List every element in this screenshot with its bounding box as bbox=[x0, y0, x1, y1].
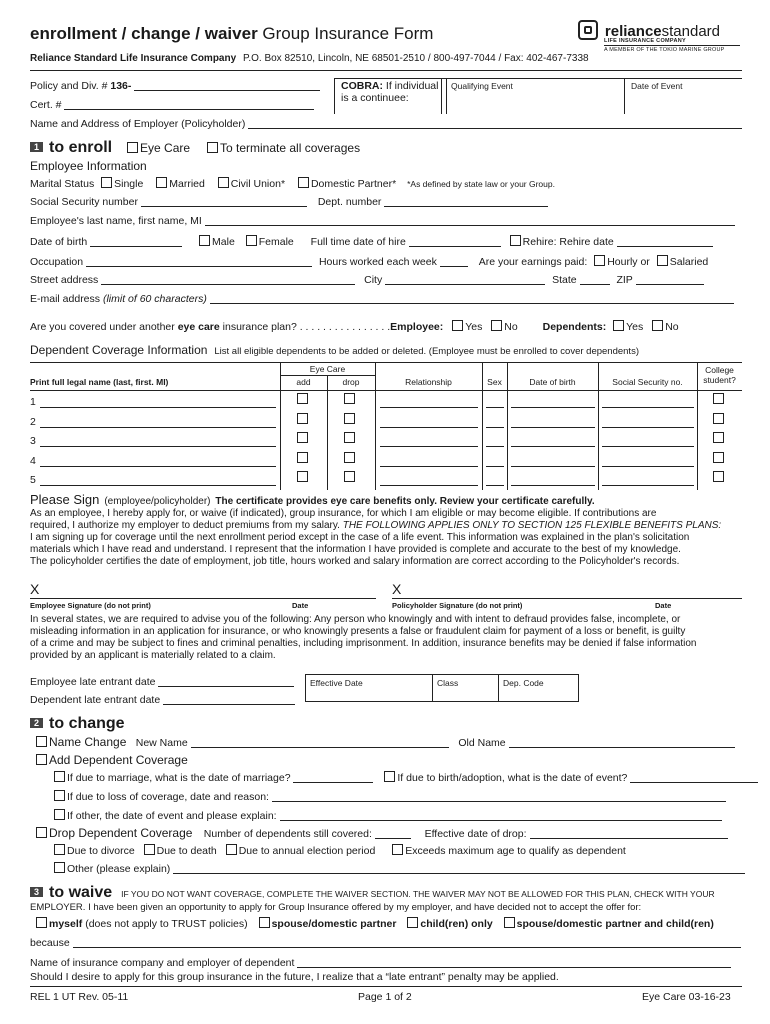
dependent-dob-field[interactable] bbox=[511, 427, 595, 428]
hourly-checkbox[interactable] bbox=[594, 255, 605, 266]
email-note: (limit of 60 characters) bbox=[102, 293, 207, 305]
drop-dep-checkbox[interactable] bbox=[36, 827, 47, 838]
other-explain-label: Other (please explain) bbox=[67, 863, 171, 875]
loss-row bbox=[54, 790, 726, 803]
male-label: Male bbox=[212, 236, 235, 248]
employee-yes-label: Yes bbox=[465, 321, 483, 333]
footer-form-id: REL 1 UT Rev. 05-11 bbox=[30, 991, 129, 1003]
domestic-partner-label: Domestic Partner* bbox=[310, 178, 397, 190]
policy-label: Policy and Div. # bbox=[30, 80, 108, 92]
other-explain-checkbox[interactable] bbox=[54, 862, 65, 873]
rehire-checkbox[interactable] bbox=[510, 235, 521, 246]
change-heading bbox=[30, 715, 125, 733]
col-college-line2: student? bbox=[703, 375, 736, 385]
dependent-ssn-field[interactable] bbox=[602, 485, 694, 486]
policyholder-signature-label: Policyholder Signature (do not print) bbox=[392, 601, 523, 610]
other-coverage-row bbox=[30, 320, 679, 333]
ssn-field[interactable] bbox=[141, 196, 307, 207]
add-dep-checkbox[interactable] bbox=[36, 754, 47, 765]
dependent-ssn-field[interactable] bbox=[602, 427, 694, 428]
fraud-line-2: misleading information in an application for insurance, or who knowingly presents a false or fraudulent claim for payment of a loss or benefit, is guilty bbox=[30, 626, 686, 637]
fraud-paragraph bbox=[30, 614, 742, 662]
loss-field[interactable] bbox=[272, 791, 726, 802]
other-explain-row bbox=[54, 862, 745, 875]
sign-bold-text: The certificate provides eye care benefits only. Review your certificate carefully. bbox=[215, 496, 595, 507]
dependent-drop-checkbox[interactable] bbox=[344, 432, 355, 443]
company-name: Reliance Standard Life Insurance Company bbox=[30, 53, 237, 64]
dependent-name-field[interactable] bbox=[40, 407, 276, 408]
waive-text-2: EMPLOYER. I have been given an opportunity to apply for Group Insurance offered by my employer, and have decided not to accept the offer for: bbox=[30, 902, 642, 913]
waive-spouse-children-checkbox[interactable] bbox=[504, 917, 515, 928]
change-title: to change bbox=[49, 715, 125, 732]
policyholder-signature-line[interactable] bbox=[392, 598, 742, 599]
waive-myself-label: myself bbox=[49, 918, 83, 930]
male-checkbox[interactable] bbox=[199, 235, 210, 246]
sign-title: Please Sign bbox=[30, 492, 100, 507]
class-label: Class bbox=[437, 678, 459, 688]
late-entrant-note: Should I desire to apply for this group insurance in the future, I realize that a “late entrant” penalty may be applied. bbox=[30, 971, 559, 983]
dependent-drop-checkbox[interactable] bbox=[344, 452, 355, 463]
dependents-yes-label: Yes bbox=[626, 321, 644, 333]
dependents-yes-checkbox[interactable] bbox=[613, 320, 624, 331]
employee-name-label: Employee's last name, first name, MI bbox=[30, 215, 202, 227]
form-title-rest: Group Insurance Form bbox=[262, 24, 434, 43]
dep-code-label: Dep. Code bbox=[503, 678, 544, 688]
col-dob-header: Date of birth bbox=[529, 377, 576, 387]
date-of-event-box[interactable] bbox=[624, 78, 742, 114]
dependent-add-checkbox[interactable] bbox=[297, 471, 308, 482]
dependent-college-checkbox[interactable] bbox=[713, 432, 724, 443]
dependent-row-number: 2 bbox=[30, 415, 36, 428]
company-line bbox=[30, 53, 589, 64]
zip-label: ZIP bbox=[616, 274, 633, 286]
col-add-header: add bbox=[296, 377, 311, 387]
form-title bbox=[30, 24, 433, 44]
dependent-dob-field[interactable] bbox=[511, 446, 595, 447]
col-college-header bbox=[697, 365, 742, 385]
logo-mark-icon bbox=[578, 20, 598, 40]
sign-line-3: I am signing up for coverage until the next enrollment period except in the case of a life event. This information was explained in the plan's solicitation bbox=[30, 532, 690, 543]
other-ins-label: Name of insurance company and employer of dependent bbox=[30, 957, 295, 969]
emp-late-field[interactable] bbox=[158, 676, 294, 687]
terminate-label: To terminate all coverages bbox=[220, 141, 361, 155]
sign-line-4: materials which I have read and understand. I represent that the information I have provided is complete and accurate to the best of my knowledge. bbox=[30, 544, 681, 555]
qualifying-event-box[interactable] bbox=[446, 78, 620, 114]
new-name-label: New Name bbox=[135, 737, 188, 749]
logo-text-light: standard bbox=[661, 23, 721, 40]
waive-myself-checkbox[interactable] bbox=[36, 917, 47, 928]
death-checkbox[interactable] bbox=[144, 844, 155, 855]
married-checkbox[interactable] bbox=[156, 177, 167, 188]
zip-field[interactable] bbox=[636, 274, 704, 285]
civil-union-checkbox[interactable] bbox=[218, 177, 229, 188]
employer-field[interactable] bbox=[248, 118, 742, 129]
dob-field[interactable] bbox=[90, 236, 182, 247]
dep-late-row bbox=[30, 694, 295, 706]
dependent-sex-field[interactable] bbox=[486, 485, 504, 486]
occupation-label: Occupation bbox=[30, 256, 84, 268]
qualifying-event-label: Qualifying Event bbox=[451, 81, 513, 91]
full-time-label: Full time date of hire bbox=[310, 236, 406, 248]
company-address: P.O. Box 82510, Lincoln, NE 68501-2510 / 800-497-7044 / Fax: 402-467-7338 bbox=[242, 53, 589, 64]
marital-status-label: Marital Status bbox=[30, 178, 95, 190]
hours-label: Hours worked each week bbox=[318, 256, 437, 268]
sign-who: (employee/policyholder) bbox=[104, 496, 211, 507]
dependent-college-checkbox[interactable] bbox=[713, 393, 724, 404]
dependent-dob-field[interactable] bbox=[511, 407, 595, 408]
name-change-row bbox=[36, 735, 735, 749]
waive-spouse-label: spouse/domestic partner bbox=[271, 918, 397, 930]
eye-care-label: Eye Care bbox=[140, 141, 191, 155]
dependent-college-checkbox[interactable] bbox=[713, 413, 724, 424]
sign-heading bbox=[30, 492, 595, 507]
waive-children-checkbox[interactable] bbox=[407, 917, 418, 928]
policy-field[interactable] bbox=[134, 80, 320, 91]
rehire-field[interactable] bbox=[617, 236, 713, 247]
single-checkbox[interactable] bbox=[101, 177, 112, 188]
waive-title: to waive bbox=[49, 884, 113, 901]
divorce-label: Due to divorce bbox=[67, 845, 135, 857]
dependent-row-number: 3 bbox=[30, 435, 36, 447]
waive-children-label: child(ren) only bbox=[420, 918, 493, 930]
occupation-row bbox=[30, 255, 708, 268]
address-row bbox=[30, 274, 704, 286]
because-label: because bbox=[30, 937, 70, 949]
add-dep-label: Add Dependent Coverage bbox=[49, 753, 188, 767]
dob-row bbox=[30, 235, 713, 248]
annual-label: Due to annual election period bbox=[238, 845, 376, 857]
dependent-drop-checkbox[interactable] bbox=[344, 471, 355, 482]
emp-late-label: Employee late entrant date bbox=[30, 676, 156, 688]
marriage-field[interactable] bbox=[293, 772, 373, 783]
exceeds-checkbox[interactable] bbox=[392, 844, 403, 855]
dependent-sex-field[interactable] bbox=[486, 427, 504, 428]
employee-yes-checkbox[interactable] bbox=[452, 320, 463, 331]
hours-field[interactable] bbox=[440, 256, 468, 267]
dependent-dob-field[interactable] bbox=[511, 466, 595, 467]
sign-line-2a: required, I authorize my employer to deduct premiums from my salary. bbox=[30, 520, 340, 531]
sign-paragraph bbox=[30, 508, 742, 568]
cert-label: Cert. # bbox=[30, 99, 62, 111]
exceeds-label: Exceeds maximum age to qualify as dependent bbox=[405, 845, 626, 857]
waive-spouse-checkbox[interactable] bbox=[259, 917, 270, 928]
salaried-label: Salaried bbox=[669, 256, 709, 268]
fraud-line-3: of a crime and may be subject to fines and criminal penalties, including imprisonment. In addition, insurance benefits may be denied if false information bbox=[30, 638, 697, 649]
dependent-dob-field[interactable] bbox=[511, 485, 595, 486]
dependent-coverage-title: Dependent Coverage Information bbox=[30, 343, 208, 357]
eye-care-checkbox[interactable] bbox=[127, 142, 138, 153]
fraud-line-1: In several states, we are required to advise you of the following: Any person who knowingly and with intent to defraud provides false, incomplete, or bbox=[30, 614, 681, 625]
cobra-text2: is a continuee: bbox=[341, 92, 409, 104]
employee-no-label: No bbox=[504, 321, 518, 333]
death-label: Due to death bbox=[156, 845, 217, 857]
num-deps-label: Number of dependents still covered: bbox=[203, 828, 372, 840]
dependent-row-number: 5 bbox=[30, 474, 36, 486]
eff-drop-label: Effective date of drop: bbox=[424, 828, 527, 840]
dependents-no-label: No bbox=[665, 321, 679, 333]
dependent-drop-checkbox[interactable] bbox=[344, 413, 355, 424]
employee-signature-label: Employee Signature (do not print) bbox=[30, 601, 151, 610]
logo-sub2: A MEMBER OF THE TOKIO MARINE GROUP bbox=[604, 47, 725, 53]
dept-label: Dept. number bbox=[317, 196, 382, 208]
employer-label: Name and Address of Employer (Policyholder) bbox=[30, 118, 246, 130]
logo-text-bold: reliance bbox=[604, 23, 662, 40]
dependent-college-checkbox[interactable] bbox=[713, 452, 724, 463]
rehire-label: Rehire: Rehire date bbox=[522, 236, 614, 248]
cobra-label: COBRA: bbox=[341, 80, 383, 92]
domestic-partner-checkbox[interactable] bbox=[298, 177, 309, 188]
divorce-checkbox[interactable] bbox=[54, 844, 65, 855]
employee-date-label: Date bbox=[292, 601, 309, 610]
because-field[interactable] bbox=[73, 937, 741, 948]
eff-drop-field[interactable] bbox=[530, 828, 728, 839]
col-eye-header: Eye Care bbox=[309, 364, 346, 374]
dependent-coverage-heading bbox=[30, 343, 639, 357]
ssn-row bbox=[30, 196, 548, 208]
name-row bbox=[30, 215, 735, 227]
other-label: If other, the date of event and please explain: bbox=[67, 810, 277, 822]
civil-union-label: Civil Union* bbox=[230, 178, 286, 190]
terminate-checkbox[interactable] bbox=[207, 142, 218, 153]
footer-version: Eye Care 03-16-23 bbox=[642, 991, 731, 1003]
other-ins-row bbox=[30, 957, 731, 969]
date-of-event-label: Date of Event bbox=[631, 81, 683, 91]
dependent-relationship-field[interactable] bbox=[380, 427, 478, 428]
state-label: State bbox=[552, 274, 577, 286]
dependent-relationship-field[interactable] bbox=[380, 466, 478, 467]
emp-late-row bbox=[30, 676, 294, 688]
dependent-college-checkbox[interactable] bbox=[713, 471, 724, 482]
employer-row bbox=[30, 118, 742, 130]
dependent-name-field[interactable] bbox=[40, 446, 276, 447]
change-num: 2 bbox=[30, 718, 43, 728]
dependent-relationship-field[interactable] bbox=[380, 407, 478, 408]
employee-info-heading: Employee Information bbox=[30, 159, 147, 173]
name-change-label: Name Change bbox=[49, 735, 127, 749]
full-time-field[interactable] bbox=[409, 236, 501, 247]
old-name-field[interactable] bbox=[509, 737, 735, 748]
hourly-label: Hourly or bbox=[607, 256, 650, 268]
num-deps-field[interactable] bbox=[375, 828, 411, 839]
cobra-box bbox=[334, 78, 442, 114]
marriage-checkbox[interactable] bbox=[54, 771, 65, 782]
dep-code-box[interactable] bbox=[499, 674, 579, 702]
dependent-add-checkbox[interactable] bbox=[297, 393, 308, 404]
dependent-add-checkbox[interactable] bbox=[297, 413, 308, 424]
dependent-relationship-field[interactable] bbox=[380, 446, 478, 447]
dependent-ssn-field[interactable] bbox=[602, 446, 694, 447]
dep-late-field[interactable] bbox=[163, 694, 295, 705]
add-dep-row bbox=[36, 753, 188, 767]
employee-no-checkbox[interactable] bbox=[491, 320, 502, 331]
waive-spouse-children-label: spouse/domestic partner and child(ren) bbox=[516, 918, 714, 930]
dependents-coverage-label: Dependents: bbox=[542, 321, 607, 333]
waive-options-row bbox=[36, 917, 714, 930]
col-relationship-header: Relationship bbox=[405, 377, 452, 387]
footer-page-number: Page 1 of 2 bbox=[358, 991, 412, 1003]
sign-line-2b: THE FOLLOWING APPLIES ONLY TO SECTION 125 FLEXIBLE BENEFITS PLANS: bbox=[342, 520, 722, 531]
dependent-name-field[interactable] bbox=[40, 466, 276, 467]
loss-label: If due to loss of coverage, date and reason: bbox=[67, 791, 269, 803]
email-field[interactable] bbox=[210, 293, 734, 304]
policyholder-x: X bbox=[392, 581, 402, 597]
dependent-add-checkbox[interactable] bbox=[297, 452, 308, 463]
covered-q-pre: Are you covered under another bbox=[30, 321, 175, 333]
dep-late-label: Dependent late entrant date bbox=[30, 694, 161, 706]
fraud-line-4: provided by an applicant is materially related to a claim. bbox=[30, 650, 276, 661]
dependent-ssn-field[interactable] bbox=[602, 466, 694, 467]
dependent-sex-field[interactable] bbox=[486, 407, 504, 408]
policyholder-date-label: Date bbox=[655, 601, 672, 610]
cobra-text: If individual bbox=[385, 80, 439, 92]
policy-row bbox=[30, 80, 320, 92]
dependent-sex-field[interactable] bbox=[486, 466, 504, 467]
waive-heading bbox=[30, 884, 715, 902]
other-ins-field[interactable] bbox=[297, 957, 731, 968]
occupation-field[interactable] bbox=[86, 256, 312, 267]
other-checkbox[interactable] bbox=[54, 809, 65, 820]
other-explain-field[interactable] bbox=[173, 863, 745, 874]
col-name-header: Print full legal name (last, first. MI) bbox=[30, 377, 169, 387]
street-field[interactable] bbox=[101, 274, 355, 285]
marriage-row bbox=[54, 771, 758, 784]
enroll-num: 1 bbox=[30, 142, 43, 152]
dependent-row-number: 4 bbox=[30, 454, 36, 467]
email-row bbox=[30, 293, 734, 305]
marital-footnote: *As defined by state law or your Group. bbox=[407, 179, 555, 189]
effective-date-label: Effective Date bbox=[310, 678, 363, 688]
other-row bbox=[54, 809, 722, 822]
marriage-label: If due to marriage, what is the date of marriage? bbox=[67, 772, 291, 784]
waive-num: 3 bbox=[30, 887, 43, 897]
reliance-logo bbox=[578, 20, 720, 40]
drop-reasons-row bbox=[54, 844, 626, 857]
enroll-heading bbox=[30, 139, 360, 157]
sign-line-5: The policyholder certifies the date of employment, job title, hours worked and salary information are correct according to the Policyholder's records. bbox=[30, 556, 680, 567]
city-field[interactable] bbox=[385, 274, 545, 285]
waive-text-1: IF YOU DO NOT WANT COVERAGE, COMPLETE THE WAIVER SECTION. THE WAIVER MAY NOT BE ALLOWED FOR THIS PLAN, CHECK WITH YOUR bbox=[121, 889, 715, 899]
employee-signature-line[interactable] bbox=[30, 598, 376, 599]
employee-x: X bbox=[30, 581, 40, 597]
female-checkbox[interactable] bbox=[246, 235, 257, 246]
dependent-drop-checkbox[interactable] bbox=[344, 393, 355, 404]
col-ssn-header: Social Security no. bbox=[612, 377, 683, 387]
waive-myself-note: (does not apply to TRUST policies) bbox=[85, 918, 248, 930]
other-field[interactable] bbox=[280, 810, 722, 821]
employee-name-field[interactable] bbox=[205, 215, 735, 226]
col-college-line1: College bbox=[705, 365, 734, 375]
effective-date-box[interactable] bbox=[305, 674, 433, 702]
dept-field[interactable] bbox=[384, 196, 548, 207]
cert-field[interactable] bbox=[64, 99, 314, 110]
employee-coverage-label: Employee: bbox=[390, 321, 444, 333]
dependent-relationship-field[interactable] bbox=[380, 485, 478, 486]
dependent-row-number: 1 bbox=[30, 396, 36, 408]
col-drop-header: drop bbox=[342, 377, 360, 387]
dependent-ssn-field[interactable] bbox=[602, 407, 694, 408]
col-sex-header: Sex bbox=[487, 377, 502, 387]
married-label: Married bbox=[169, 178, 205, 190]
female-label: Female bbox=[258, 236, 294, 248]
salaried-checkbox[interactable] bbox=[657, 255, 668, 266]
single-label: Single bbox=[114, 178, 144, 190]
dependent-sex-field[interactable] bbox=[486, 446, 504, 447]
drop-dep-row bbox=[36, 826, 728, 840]
drop-dep-label: Drop Dependent Coverage bbox=[49, 826, 193, 840]
covered-q-bold: eye care bbox=[177, 321, 220, 333]
dependent-name-field[interactable] bbox=[40, 427, 276, 428]
dob-label: Date of birth bbox=[30, 236, 88, 248]
dependent-coverage-subtitle: List all eligible dependents to be added or deleted. (Employee must be enrolled to cover dependents) bbox=[214, 346, 639, 357]
state-field[interactable] bbox=[580, 274, 610, 285]
street-label: Street address bbox=[30, 274, 99, 286]
loss-checkbox[interactable] bbox=[54, 790, 65, 801]
dependent-name-field[interactable] bbox=[40, 485, 276, 486]
because-row bbox=[30, 937, 741, 949]
enroll-title: to enroll bbox=[49, 139, 113, 156]
birth-checkbox[interactable] bbox=[384, 771, 395, 782]
email-label: E-mail address bbox=[30, 293, 101, 305]
new-name-field[interactable] bbox=[191, 737, 449, 748]
form-title-bold: enrollment / change / waiver bbox=[30, 24, 258, 43]
ssn-label: Social Security number bbox=[30, 196, 138, 208]
logo-sub1: LIFE INSURANCE COMPANY bbox=[604, 38, 686, 44]
covered-q-post: insurance plan? . . . . . . . . . . . . . . . . bbox=[222, 321, 391, 333]
city-label: City bbox=[364, 274, 383, 286]
sign-line-1: As an employee, I hereby apply for, or waive (if indicated), group insurance, for which I am eligible or may become eligible. If contributions are bbox=[30, 508, 657, 519]
dependents-no-checkbox[interactable] bbox=[652, 320, 663, 331]
cert-row bbox=[30, 99, 314, 111]
name-change-checkbox[interactable] bbox=[36, 736, 47, 747]
birth-field[interactable] bbox=[630, 772, 758, 783]
marital-status-row bbox=[30, 177, 555, 190]
class-box[interactable] bbox=[433, 674, 499, 702]
old-name-label: Old Name bbox=[458, 737, 506, 749]
policy-value: 136- bbox=[110, 80, 132, 92]
earnings-label: Are your earnings paid: bbox=[478, 256, 588, 268]
dependent-add-checkbox[interactable] bbox=[297, 432, 308, 443]
birth-label: If due to birth/adoption, what is the date of event? bbox=[397, 772, 628, 784]
annual-checkbox[interactable] bbox=[226, 844, 237, 855]
